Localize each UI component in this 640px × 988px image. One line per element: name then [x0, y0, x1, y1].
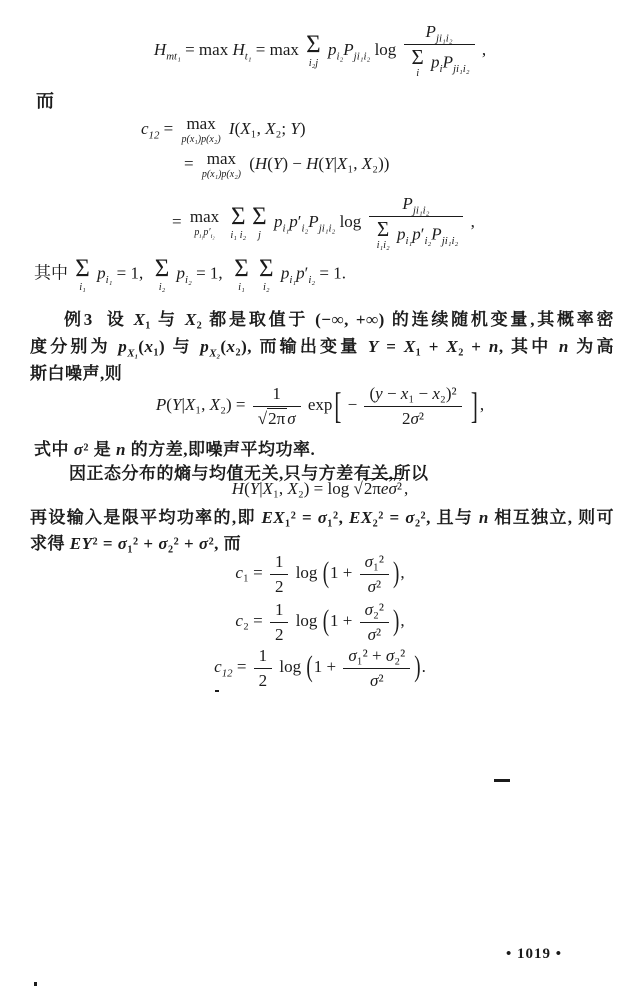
formula-gaussian-conditional-density: P(Y|X₁, X₂) = $\frac{1}{\text{√2π σ}}$ exp[ − $\frac{\text{(y − x₁ − x₂)²}}{\text{2σ²}}$ ] ,	[155, 384, 485, 428]
formula-c12-definition-line1: $c_{12}$ = max p(x₁)p(x₂) I(X₁, X₂; Y)	[141, 114, 306, 145]
note-noise-variance: 式中 σ² 是 n 的方差,即噪声平均功率.	[34, 440, 316, 459]
formula-c12-definition-line3: = max $p_{i_1}p'_{i_2}$ Σ i₁ i₂ Σ j $p_{i_1}p'_{i_2}P_{ji_1i_2}$ log $P_{ji_1i_2}$ Σ i₁i₂ $p_{i_1}p'_{i_2}P_{ji_1i_2}$ ,	[172, 194, 475, 251]
conjunction-er: 而	[36, 91, 55, 111]
formula-c12-definition-line2: = max p(x₁)p(x₂) (H(Y) − H(Y|X₁, X₂))	[184, 149, 390, 180]
paragraph-example3-line1: 例3 设 X₁ 与 X₂ 都是取值于 (−∞, +∞) 的连续随机变量,其概率密	[64, 310, 615, 329]
formula-capacity-c2: c₂ = $\frac{1}{2}$ log (1 + $\frac{\text{σ₂²}}{\text{σ²}}$ ),	[235, 600, 405, 644]
paragraph-example3-line3: 斯白噪声,则	[30, 364, 123, 383]
ink-speck-bottom-left	[34, 982, 37, 986]
ink-speck-below-formula	[215, 690, 219, 692]
paragraph-power-constraint-line1: 再设输入是限平均功率的,即 EX₁² = σ₁², EX₂² = σ₂², 且与 n 相互独立, 则可	[30, 508, 615, 527]
scan-artifact-dash	[494, 779, 510, 782]
note-normal-distribution-entropy: 因正态分布的熵与均值无关,只与方差有关,所以	[69, 464, 429, 483]
paragraph-power-constraint-line2: 求得 EY² = σ₁² + σ₂² + σ², 而	[30, 534, 242, 553]
formula-conditional-entropy: H(Y|X₁, X₂) = log √2πeσ² ,	[231, 479, 409, 498]
formula-probability-constraints: 其中 Σ i₁ $p_{i_1} = 1$, Σ i₂ $p_{i_2} = 1$, Σ i₁ Σ i₂ $p_{i_1}p'_{i_2} = 1$.	[34, 255, 346, 293]
page-number: • 1019 •	[506, 946, 563, 962]
paragraph-example3-line2: 度分别为 $p_{X_1}(x_1)$ 与 $p_{X_2}(x_2)$, 而输出变量 Y = X₁ + X₂ + n, 其中 n 为高	[30, 337, 614, 360]
formula-capacity-c12: $c_{12}$ = $\frac{1}{2}$ log (1 + $\frac{\text{σ₁² + σ₂²}}{\text{σ²}}$ ).	[214, 646, 426, 690]
formula-capacity-c1: c₁ = $\frac{1}{2}$ log (1 + $\frac{\text{σ₁²}}{\text{σ²}}$ ),	[235, 552, 405, 596]
formula-hmax-noise-entropy: $H_{mt_1} = \max H_{t_1} = \max$ Σ i₂j $p_{i_2}P_{ji_1i_2}$ log $P_{ji_1i_2}$ Σ i $p_iP_{ji_1i_2}$ ,	[153, 22, 487, 79]
